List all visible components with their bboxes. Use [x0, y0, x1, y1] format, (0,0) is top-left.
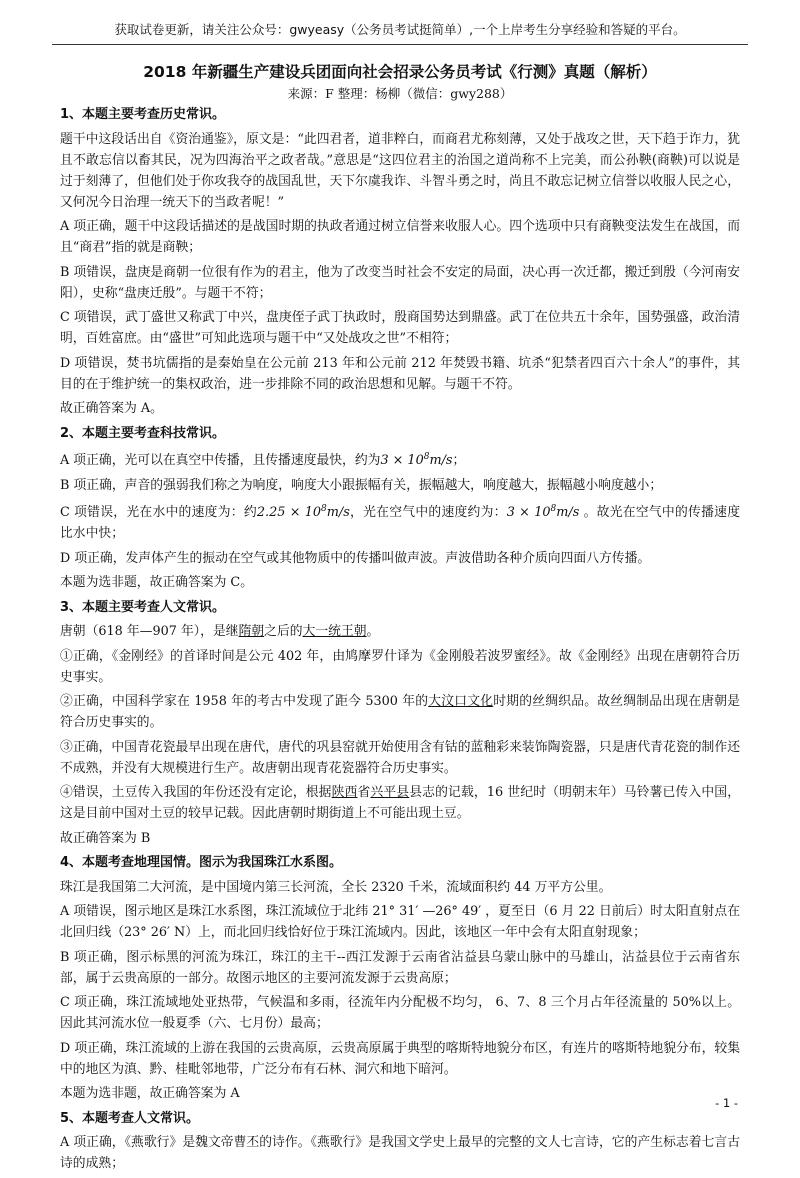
question-1-option-c: C 项错误，武丁盛世又称武丁中兴，盘庚侄子武丁执政时，殷商国势达到鼎盛。武丁在位共五十余年，国势强盛，政治清明，百姓富庶。由“盛世”可知此选项与题干中“又处战攻之世”不相符； [60, 310, 740, 346]
question-4-answer: 本题为选非题，故正确答案为 A [60, 1086, 240, 1101]
link-xingping-county[interactable]: 兴平县 [370, 785, 410, 800]
formula: $2.25 \times 10^8m/s$ [256, 504, 350, 520]
question-4-option-a: A 项错误，图示地区是珠江水系图，珠江流域位于北纬 21° 31′ —26° 49′ ，夏至日（6 月 22 日前后）时太阳直射点在北回归线（23° 26′ N）上，而北回归线恰好位于珠江流域内。因此，该地区一年中会有太阳直射现象； [60, 904, 740, 940]
document-body [60, 104, 740, 1178]
question-1-option-d: D 项错误，焚书坑儒指的是秦始皇在公元前 213 年和公元前 212 年焚毁书籍、坑杀“犯禁者四百六十余人”的事件，其目的在于维护统一的集权政治，进一步排除不同的政治思想和见解。与题干不符。 [60, 355, 740, 392]
question-2-answer: 本题为选非题，故正确答案为 C。 [60, 575, 254, 590]
question-2-option-b: B 项正确，声音的强弱我们称之为响度，响度大小跟振幅有关，振幅越大，响度越大，振幅越小响度越小； [60, 477, 663, 493]
question-5-heading: 5、本题考查人文常识。 [60, 1110, 200, 1126]
question-3-item-3: ③正确，中国青花瓷最早出现在唐代，唐代的巩县窑就开始使用含有钴的蓝釉彩来装饰陶瓷器，只是唐代青花瓷的制作还不成熟，并没有大规模进行生产。故唐朝出现青花瓷器符合历史事实。 [60, 739, 740, 776]
question-3-item-2: ②正确，中国科学家在 1958 年的考古中发现了距今 5300 年的大汶口文化时期的丝绸织品。故丝绸制品出现在唐朝是符合历史事实的。 [60, 694, 741, 730]
formula: $3 \times 10^8m/s$ [380, 452, 453, 468]
question-3-item-4: ④错误，土豆传入我国的年份还没有定论，根据陕西省兴平县县志的记载，16 世纪时（明朝末年）马铃薯已传入中国，这是目前中国对土豆的较早记载。因此唐朝时期街道上不可能出现土豆。 [60, 785, 741, 821]
header-divider [52, 44, 748, 45]
question-2-option-d: D 项正确，发声体产生的振动在空气或其他物质中的传播叫做声波。声波借助各种介质向四面八方传播。 [60, 550, 651, 566]
question-4-option-b: B 项正确，图示标黑的河流为珠江，珠江的主干--西江发源于云南省沾益县乌蒙山脉中的马雄山，沾益县位于云南省东部，属于云贵高原的一部分。故图示地区的主要河流发源于云贵高原； [60, 949, 740, 986]
source-line: 来源：F 整理：杨柳（微信：gwy288） [287, 86, 513, 101]
question-4-heading: 4、本题考查地理国情。图示为我国珠江水系图。 [60, 855, 343, 870]
question-2-option-a: A 项正确，光可以在真空中传播，且传播速度最快，约为$3 \times 10^8m/s$； [60, 452, 466, 468]
question-2-heading: 2、本题主要考查科技常识。 [60, 425, 226, 441]
question-3-answer: 故正确答案为 B [60, 830, 151, 846]
question-3-heading: 3、本题主要考查人文常识。 [60, 599, 226, 615]
question-3-intro: 唐朝（618 年—907 年），是继隋朝之后的大一统王朝。 [60, 624, 380, 639]
question-4-option-c: C 项正确，珠江流域地处亚热带，气候温和多雨，径流年内分配极不均匀， 6、7、8 三个月占年径流量的 50%以上。因此其河流水位一般夏季（六、七月份）最高； [60, 995, 740, 1031]
document-title: 2018 年新疆生产建设兵团面向社会招录公务员考试《行测》真题（解析） [143, 63, 657, 81]
question-4-intro: 珠江是我国第二大河流，是中国境内第三长河流，全长 2320 千米，流域面积约 44 万平方公里。 [60, 879, 612, 895]
question-1-passage: 题干中这段话出自《资治通鉴》，原文是：“此四君者，道非粹白，而商君尤称刻薄，又处于战攻之世，天下趋于诈力，犹且不敢忘信以畜其民，况为四海治平之政者哉。”意思是“这四位君主的治国之道尚称不上完美，而公孙鞅(商鞅)可以说是过于刻薄了，但他们处于你攻我夺的战国乱世，天下尔虞我诈、斗智斗勇之时，尚且不敢忘记树立信誉以收服人民之心，又何况今日治理一统天下的当政者呢！” [60, 131, 740, 210]
question-1-answer: 故正确答案为 A。 [60, 401, 163, 416]
question-1-option-a: A 项正确，题干中这段话描述的是战国时期的执政者通过树立信誉来收服人心。四个选项中只有商鞅变法发生在战国，而且“商君”指的就是商鞅； [60, 219, 740, 255]
question-2-option-c: C 项错误，光在水中的速度为：约$2.25 \times 10^8m/s$，光在空气中的速度约为：$3 \times 10^8m/s$ 。故光在空气中的传播速度比水中快； [60, 504, 741, 541]
header-note: 获取试卷更新，请关注公众号：gwyeasy（公务员考试挺简单）,一个上岸考生分享经验和答疑的平台。 [114, 22, 686, 37]
question-1-option-b: B 项错误，盘庚是商朝一位很有作为的君主，他为了改变当时社会不安定的局面，决心再一次迁都，搬迁到殷（今河南安阳），史称“盘庚迁殷”。与题干不符； [60, 264, 740, 301]
question-4-option-d: D 项正确，珠江流域的上游在我国的云贵高原，云贵高原属于典型的喀斯特地貌分布区，有连片的喀斯特地貌分布，较集中的地区为滇、黔、桂毗邻地带，广泛分布有石林、洞穴和地下暗河。 [60, 1040, 740, 1077]
page-number: - 1 - [715, 1096, 738, 1110]
link-shaanxi[interactable]: 陕西 [331, 785, 358, 800]
link-sui-dynasty[interactable]: 隋朝 [238, 624, 265, 639]
formula: $3 \times 10^8m/s$ [506, 504, 580, 520]
question-3-item-1: ①正确，《金刚经》的首译时间是公元 402 年，由鸠摩罗什译为《金刚般若波罗蜜经》。故《金刚经》出现在唐朝符合历史事实。 [60, 648, 740, 685]
question-1-heading: 1、本题主要考查历史常识。 [60, 107, 226, 122]
question-5-option-a: A 项正确，《燕歌行》是魏文帝曹丕的诗作。《燕歌行》是我国文学史上最早的完整的文人七言诗，它的产生标志着七言古诗的成熟； [60, 1135, 740, 1171]
link-dawenkou-culture[interactable]: 大汶口文化 [428, 694, 494, 709]
link-unified-dynasty[interactable]: 大一统王朝 [302, 624, 367, 639]
